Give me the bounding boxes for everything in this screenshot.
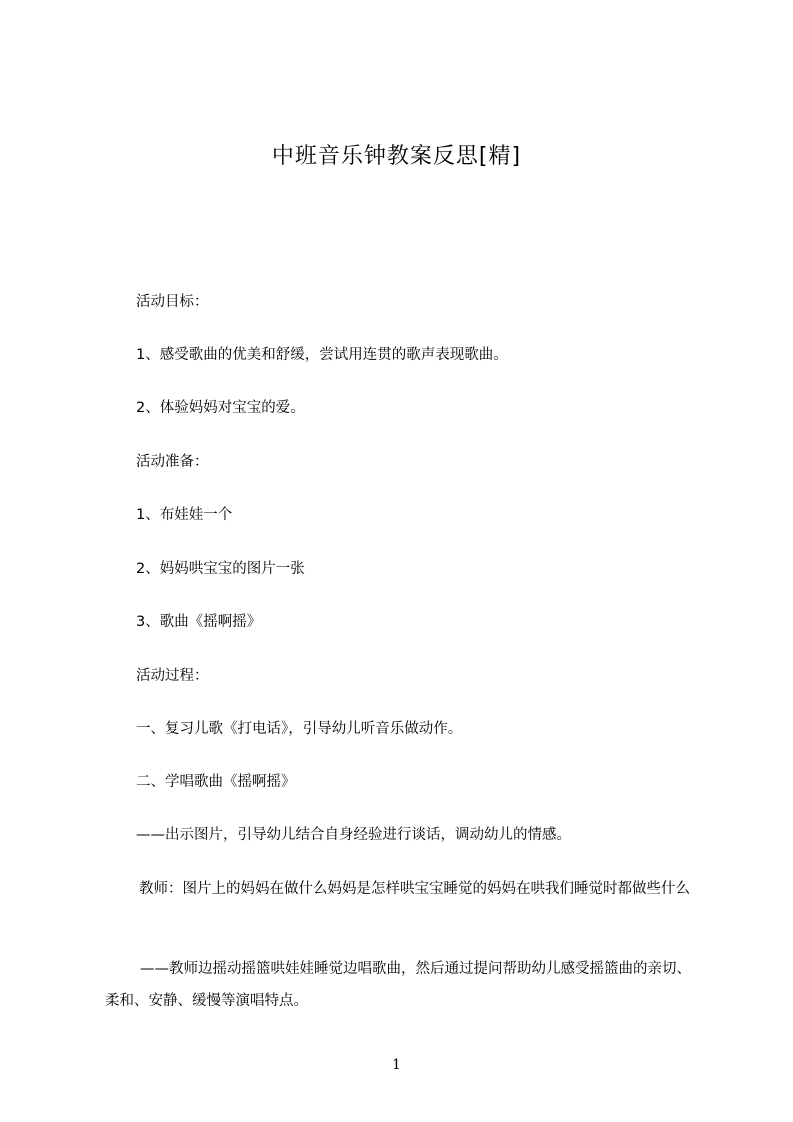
paragraph-teacher-question: 教师：图片上的妈妈在做什么妈妈是怎样哄宝宝睡觉的妈妈在哄我们睡觉时都做些什么 bbox=[139, 881, 690, 897]
paragraph-goal-1: 1、感受歌曲的优美和舒缓，尝试用连贯的歌声表现歌曲。 bbox=[136, 347, 508, 363]
paragraph-process-step-1: 一、复习儿歌《打电话》，引导幼儿听音乐做动作。 bbox=[136, 721, 463, 737]
paragraph-process-heading: 活动过程： bbox=[136, 668, 209, 684]
paragraph-preparation-1: 1、布娃娃一个 bbox=[136, 507, 233, 523]
paragraph-goal-2: 2、体验妈妈对宝宝的爱。 bbox=[136, 400, 305, 416]
paragraph-preparation-3: 3、歌曲《摇啊摇》 bbox=[136, 614, 262, 630]
document-title: 中班音乐钟教案反思[精] bbox=[271, 144, 522, 169]
page-number: 1 bbox=[392, 1057, 401, 1073]
paragraph-preparation-2: 2、妈妈哄宝宝的图片一张 bbox=[136, 561, 305, 577]
paragraph-activity-goals-heading: 活动目标： bbox=[136, 294, 209, 310]
paragraph-teacher-demo: ——教师边摇动摇篮哄娃娃睡觉边唱歌曲，然后通过提问帮助幼儿感受摇篮曲的亲切、柔和、安静、缓慢等演唱特点。 bbox=[105, 961, 691, 1009]
paragraph-process-step-2: 二、学唱歌曲《摇啊摇》 bbox=[136, 774, 296, 790]
paragraph-preparation-heading: 活动准备： bbox=[136, 454, 209, 470]
paragraph-show-picture: ——出示图片，引导幼儿结合自身经验进行谈话，调动幼儿的情感。 bbox=[136, 827, 571, 843]
